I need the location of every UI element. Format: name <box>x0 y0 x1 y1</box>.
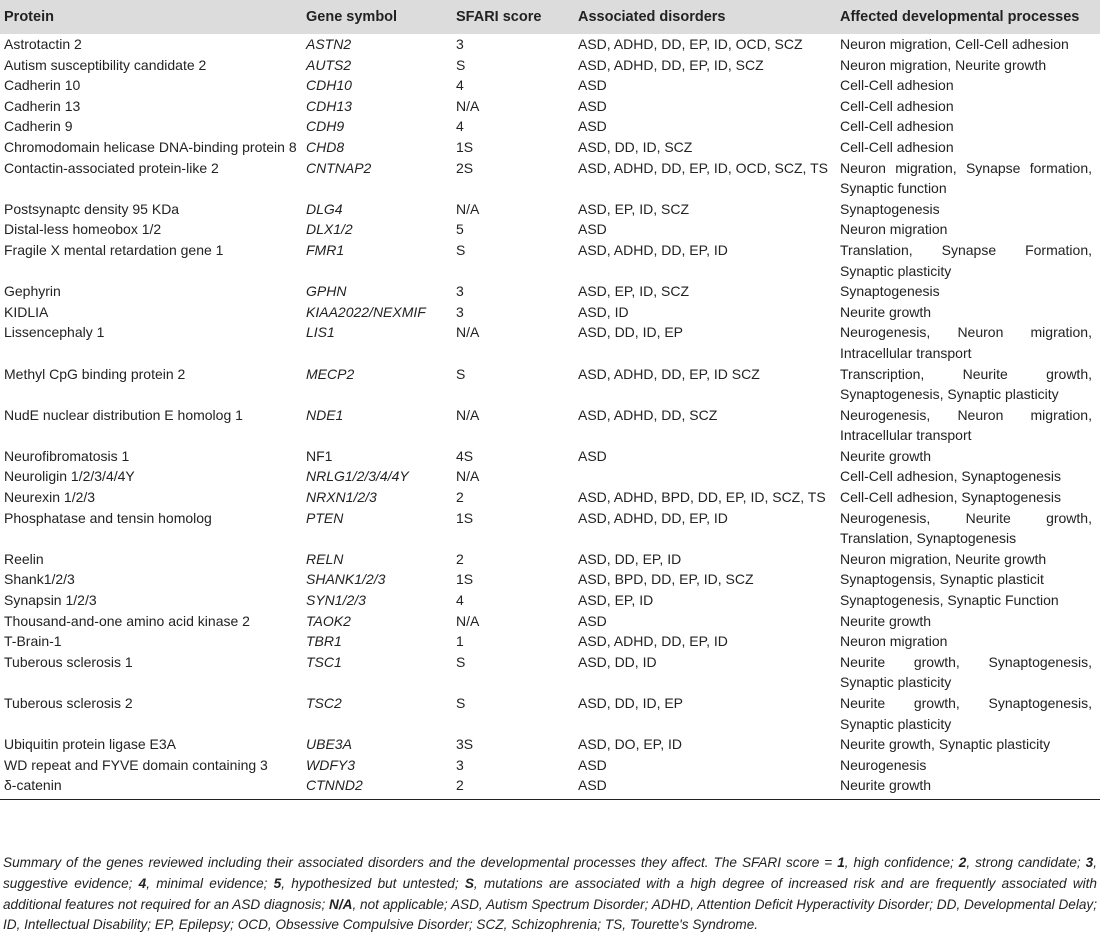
table-row <box>0 487 1100 508</box>
cell-sfari-score: 1S <box>456 571 474 588</box>
caption-key: N/A <box>329 896 353 912</box>
cell-developmental-processes: Neurogenesis, Neurite growth, Translation, Synaptogenesis <box>840 509 1092 547</box>
cell-protein: Cadherin 13 <box>4 97 81 114</box>
caption-key: 3 <box>1085 855 1094 870</box>
cell-developmental-processes: Synaptogenesis, Synaptic Function <box>840 592 1059 609</box>
cell-gene-symbol: UBE3A <box>306 736 352 753</box>
cell-protein: Synapsin 1/2/3 <box>4 592 97 609</box>
header-row <box>0 0 1100 34</box>
cell-protein: NudE nuclear distribution E homolog 1 <box>4 406 243 423</box>
header-developmental-processes: Affected developmental processes <box>836 0 1100 34</box>
cell-gene-symbol: CTNND2 <box>302 775 452 799</box>
header-protein: Protein <box>0 0 302 34</box>
caption-text: , minimal evidence; <box>146 875 274 891</box>
cell-associated-disorders: ASD, ADHD, BPD, DD, EP, ID, SCZ, TS <box>578 489 826 506</box>
cell-sfari-score: 3 <box>456 756 464 773</box>
table-caption <box>3 853 1097 936</box>
cell-associated-disorders: ASD, DD, ID, SCZ <box>578 138 693 155</box>
cell-sfari-score: 1 <box>456 633 464 650</box>
cell-associated-disorders: ASD, ADHD, DD, EP, ID SCZ <box>578 365 760 382</box>
cell-sfari-score: 3 <box>456 303 464 320</box>
table-row <box>0 158 1100 199</box>
cell-associated-disorders: ASD, ADHD, DD, EP, ID, OCD, SCZ <box>578 36 803 52</box>
cell-associated-disorders: ASD, DD, ID, EP <box>578 695 684 711</box>
table-row <box>0 240 1100 281</box>
cell-sfari-score: 1S <box>456 509 474 526</box>
cell-developmental-processes: Neurite growth, Synaptogenesis, Synaptic plasticity <box>840 695 1092 732</box>
cell-developmental-processes: Transcription, Neurite growth, Synaptogenesis, Synaptic plasticity <box>840 365 1092 403</box>
table-row <box>0 775 1100 799</box>
cell-developmental-processes: Neuron migration <box>840 221 948 238</box>
cell-sfari-score: N/A <box>456 612 480 629</box>
cell-gene-symbol: CDH13 <box>306 97 352 114</box>
caption-text: , not applicable; ASD, Autism Spectrum Disorder; ADHD, Attention Deficit Hyperactivity Disorder; DD, Developmental Delay; ID, Intellectual Disability; EP, Epilepsy; OCD, Obsessive Compulsive Disorder; SCZ, Schizophrenia; TS, Tourette's Syndrome. <box>3 896 1097 933</box>
cell-developmental-processes: Neurite growth, Synaptogenesis, Synaptic plasticity <box>840 653 1092 691</box>
cell-gene-symbol: NRXN1/2/3 <box>306 489 377 506</box>
caption-text: , high confidence; <box>844 855 959 870</box>
table-row <box>0 549 1100 570</box>
cell-associated-disorders: ASD, ID <box>578 303 629 320</box>
cell-gene-symbol: FMR1 <box>306 241 345 258</box>
cell-developmental-processes: Cell-Cell adhesion, Synaptogenesis <box>840 468 1062 485</box>
cell-protein: Distal-less homeobox 1/2 <box>4 221 162 238</box>
table-row <box>0 75 1100 96</box>
cell-associated-disorders: ASD, EP, ID, SCZ <box>578 200 689 217</box>
cell-associated-disorders: ASD, ADHD, DD, EP, ID, SCZ <box>578 56 764 73</box>
cell-gene-symbol: TAOK2 <box>306 612 351 629</box>
table-row <box>0 137 1100 158</box>
cell-gene-symbol: CNTNAP2 <box>306 159 372 176</box>
cell-protein: Cadherin 10 <box>4 77 81 94</box>
cell-associated-disorders <box>574 466 836 487</box>
caption-text: , strong candidate; <box>966 855 1086 870</box>
cell-developmental-processes: Cell-Cell adhesion <box>840 118 954 135</box>
caption-key: 5 <box>273 875 282 891</box>
cell-sfari-score: 4 <box>456 592 464 609</box>
table-row <box>0 281 1100 302</box>
cell-gene-symbol: LIS1 <box>306 324 335 341</box>
cell-developmental-processes: Synaptogenesis <box>840 283 940 300</box>
cell-associated-disorders: ASD, DD, ID <box>578 653 657 670</box>
cell-gene-symbol: KIAA2022/NEXMIF <box>306 303 426 320</box>
cell-sfari-score: 3 <box>456 36 464 52</box>
cell-sfari-score: 4 <box>456 118 464 135</box>
table-row <box>0 219 1100 240</box>
cell-gene-symbol: TSC2 <box>306 695 342 711</box>
cell-sfari-score: N/A <box>456 200 480 217</box>
table-row <box>0 693 1100 734</box>
cell-gene-symbol: NF1 <box>306 447 333 464</box>
table-row <box>0 508 1100 549</box>
caption-text: Summary of the genes reviewed including their associated disorders and the developmental processes they affect. The SFARI score = <box>3 855 838 870</box>
cell-associated-disorders: ASD <box>578 77 607 94</box>
cell-protein: Fragile X mental retardation gene 1 <box>4 241 224 258</box>
cell-protein: T-Brain-1 <box>4 633 62 650</box>
cell-protein: Tuberous sclerosis 1 <box>4 653 133 670</box>
cell-developmental-processes: Neurite growth, Synaptic plasticity <box>840 736 1051 753</box>
cell-sfari-score: 5 <box>456 221 464 238</box>
cell-protein: Methyl CpG binding protein 2 <box>4 365 186 382</box>
cell-developmental-processes: Translation, Synapse Formation, Synaptic plasticity <box>840 241 1092 279</box>
table-row <box>0 302 1100 323</box>
cell-sfari-score: N/A <box>456 324 480 341</box>
cell-protein: Autism susceptibility candidate 2 <box>4 56 207 73</box>
cell-associated-disorders: ASD <box>578 756 607 773</box>
cell-gene-symbol: SYN1/2/3 <box>306 592 366 609</box>
table-row <box>0 199 1100 220</box>
cell-protein: Reelin <box>4 550 44 567</box>
caption-key: 1 <box>837 855 845 870</box>
cell-gene-symbol: AUTS2 <box>306 56 352 73</box>
cell-associated-disorders: ASD <box>578 447 607 464</box>
table-row <box>0 734 1100 755</box>
table-row <box>0 34 1100 55</box>
cell-protein: Chromodomain helicase DNA-binding protein 8 <box>4 138 297 155</box>
cell-gene-symbol: SHANK1/2/3 <box>306 571 386 588</box>
cell-developmental-processes: Neurogenesis, Neuron migration, Intracellular transport <box>840 406 1092 444</box>
cell-sfari-score: S <box>456 653 466 670</box>
table-row <box>0 96 1100 117</box>
cell-developmental-processes: Cell-Cell adhesion <box>840 138 954 155</box>
cell-gene-symbol: ASTN2 <box>306 36 352 52</box>
cell-protein: KIDLIA <box>4 303 49 320</box>
cell-developmental-processes: Neuron migration, Synapse formation, Synaptic function <box>840 159 1092 197</box>
cell-gene-symbol: CHD8 <box>306 138 345 155</box>
header-sfari-score: SFARI score <box>452 0 574 34</box>
cell-associated-disorders: ASD, DD, ID, EP <box>578 324 684 341</box>
header-associated-disorders: Associated disorders <box>574 0 836 34</box>
cell-protein: Shank1/2/3 <box>4 571 75 588</box>
header-gene-symbol: Gene symbol <box>302 0 452 34</box>
cell-sfari-score: S <box>456 365 466 382</box>
cell-gene-symbol: PTEN <box>306 509 344 526</box>
table-row <box>0 590 1100 611</box>
cell-protein: Neurofibromatosis 1 <box>4 447 130 464</box>
cell-developmental-processes: Neuron migration, Cell-Cell adhesion <box>840 36 1069 52</box>
table-row <box>0 611 1100 632</box>
table-row <box>0 631 1100 652</box>
table-row <box>0 755 1100 776</box>
cell-associated-disorders: ASD, DD, EP, ID <box>578 550 682 567</box>
cell-associated-disorders: ASD, ADHD, DD, SCZ <box>578 406 718 423</box>
caption-key: 2 <box>958 855 967 870</box>
cell-developmental-processes: Neuron migration <box>840 633 948 650</box>
table-row <box>0 446 1100 467</box>
cell-gene-symbol: GPHN <box>306 283 347 300</box>
cell-gene-symbol: DLG4 <box>306 200 343 217</box>
cell-developmental-processes: Synaptogensis, Synaptic plasticit <box>840 571 1044 588</box>
cell-associated-disorders: ASD, ADHD, DD, EP, ID <box>578 241 728 258</box>
cell-sfari-score: S <box>456 241 466 258</box>
cell-gene-symbol: NRLG1/2/3/4/4Y <box>306 468 409 485</box>
cell-gene-symbol: CDH10 <box>306 77 352 94</box>
cell-sfari-score: 2S <box>456 159 474 176</box>
cell-sfari-score: S <box>456 56 466 73</box>
cell-protein: Phosphatase and tensin homolog <box>4 509 212 526</box>
cell-sfari-score: 4S <box>456 447 474 464</box>
cell-developmental-processes: Neurite growth <box>840 447 932 464</box>
cell-protein: δ-catenin <box>0 775 302 799</box>
cell-sfari-score: 1S <box>456 138 474 155</box>
cell-gene-symbol: TSC1 <box>306 653 342 670</box>
cell-developmental-processes: Cell-Cell adhesion <box>840 97 954 114</box>
cell-associated-disorders: ASD <box>578 118 607 135</box>
cell-gene-symbol: CDH9 <box>306 118 345 135</box>
table-row <box>0 364 1100 405</box>
cell-developmental-processes: Neuron migration, Neurite growth <box>840 550 1047 567</box>
cell-associated-disorders: ASD, BPD, DD, EP, ID, SCZ <box>578 571 754 588</box>
cell-associated-disorders: ASD, EP, ID, SCZ <box>578 283 689 300</box>
cell-sfari-score: N/A <box>456 468 480 485</box>
cell-gene-symbol: NDE1 <box>306 406 344 423</box>
cell-protein: Tuberous sclerosis 2 <box>4 695 133 711</box>
cell-associated-disorders: ASD <box>578 97 607 114</box>
table-row <box>0 466 1100 487</box>
caption-text: , mutations are associated with a high degree of increased risk and are frequently associated with additional features not required for an ASD diagnosis; <box>3 875 1097 912</box>
cell-sfari-score: 3S <box>456 736 474 753</box>
caption-key: 4 <box>138 875 147 891</box>
table-header <box>0 0 1100 34</box>
table-row <box>0 405 1100 446</box>
cell-developmental-processes: Neurogenesis, Neuron migration, Intracellular transport <box>840 324 1092 361</box>
cell-protein: Postsynaptc density 95 KDa <box>4 200 180 217</box>
cell-developmental-processes: Cell-Cell adhesion, Synaptogenesis <box>840 489 1062 506</box>
cell-sfari-score: S <box>456 695 466 711</box>
cell-sfari-score: 4 <box>456 77 464 94</box>
cell-associated-disorders: ASD, ADHD, DD, EP, ID, OCD, SCZ, TS <box>578 159 828 176</box>
cell-associated-disorders: ASD, EP, ID <box>578 592 654 609</box>
cell-protein: Contactin-associated protein-like 2 <box>4 159 219 176</box>
cell-associated-disorders: ASD, DO, EP, ID <box>578 736 682 753</box>
cell-developmental-processes: Synaptogenesis <box>840 200 940 217</box>
cell-associated-disorders: ASD <box>574 775 836 799</box>
cell-developmental-processes: Cell-Cell adhesion <box>840 77 954 94</box>
cell-sfari-score: 2 <box>456 489 464 506</box>
cell-protein: Thousand-and-one amino acid kinase 2 <box>4 612 250 629</box>
cell-protein: Lissencephaly 1 <box>4 324 105 341</box>
cell-gene-symbol: DLX1/2 <box>306 221 353 238</box>
cell-sfari-score: 2 <box>452 775 574 799</box>
table-row <box>0 55 1100 76</box>
cell-associated-disorders: ASD <box>578 612 607 629</box>
caption-text: , suggestive evidence; <box>3 855 1098 891</box>
cell-developmental-processes: Neurite growth <box>836 775 1100 799</box>
cell-sfari-score: 3 <box>456 283 464 300</box>
cell-developmental-processes: Neurite growth <box>840 612 932 629</box>
cell-associated-disorders: ASD <box>578 221 607 238</box>
cell-protein: Gephyrin <box>4 283 61 300</box>
table-row <box>0 116 1100 137</box>
cell-protein: Ubiquitin protein ligase E3A <box>4 736 176 753</box>
cell-developmental-processes: Neurite growth <box>840 303 932 320</box>
cell-sfari-score: 2 <box>456 550 464 567</box>
cell-gene-symbol: RELN <box>306 550 344 567</box>
cell-gene-symbol: WDFY3 <box>306 756 355 773</box>
cell-associated-disorders: ASD, ADHD, DD, EP, ID <box>578 633 728 650</box>
caption-text: , hypothesized but untested; <box>281 875 465 891</box>
cell-gene-symbol: MECP2 <box>306 365 355 382</box>
cell-developmental-processes: Neuron migration, Neurite growth <box>840 56 1047 73</box>
cell-associated-disorders: ASD, ADHD, DD, EP, ID <box>578 509 728 526</box>
cell-protein: Neurexin 1/2/3 <box>4 489 96 506</box>
cell-sfari-score: N/A <box>456 406 480 423</box>
cell-gene-symbol: TBR1 <box>306 633 342 650</box>
cell-developmental-processes: Neurogenesis <box>840 756 927 773</box>
cell-sfari-score: N/A <box>456 97 480 114</box>
cell-protein: WD repeat and FYVE domain containing 3 <box>4 756 268 773</box>
table-body <box>0 34 1100 799</box>
table-row <box>0 322 1100 363</box>
cell-protein: Neuroligin 1/2/3/4/4Y <box>4 468 135 485</box>
caption-key: S <box>464 875 474 891</box>
cell-protein: Cadherin 9 <box>4 118 73 135</box>
table-row <box>0 652 1100 693</box>
table-row <box>0 569 1100 590</box>
cell-protein: Astrotactin 2 <box>4 36 82 52</box>
